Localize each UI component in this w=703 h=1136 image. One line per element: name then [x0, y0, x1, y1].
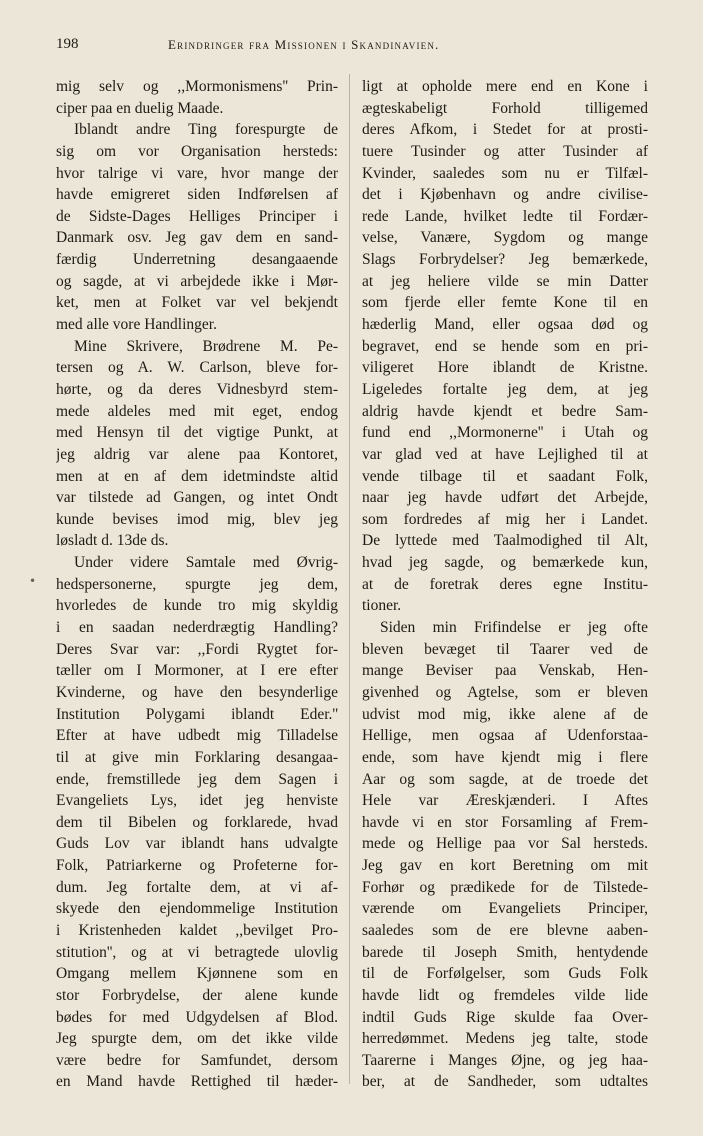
text-line: ber, at de Sandheder, som udtaltes	[362, 1073, 648, 1091]
text-line: herredømmet. Medens jeg talte, stode	[362, 1030, 648, 1048]
text-line: løsladt d. 13de ds.	[56, 532, 169, 550]
text-line: velse, Vanære, Sygdom og mange	[362, 229, 648, 247]
text-line: kunde bevises imod mig, blev jeg	[56, 510, 338, 528]
text-line: stor Forbrydelse, der alene kunde	[56, 986, 338, 1004]
text-line: Deres Svar var: ,,Fordi Rygtet for-	[56, 640, 338, 658]
text-line: mede aldeles med mit eget, endog	[56, 402, 338, 420]
text-line: værende om Evangeliets Principer,	[362, 900, 648, 918]
text-line: jeg aldrig var alene paa Kontoret,	[56, 445, 338, 463]
text-line: det i Kjøbenhavn og andre civilise-	[362, 186, 648, 204]
text-line: viligeret Hore iblandt de Kristne.	[362, 359, 648, 377]
text-line: Forhør og prædikede for de Tilstede-	[362, 878, 648, 896]
text-line: til de Forfølgelser, som Guds Folk	[362, 965, 648, 983]
text-line: Iblandt andre Ting forespurgte de	[74, 121, 338, 139]
text-line: vende tilbage til et saadant Folk,	[362, 467, 648, 485]
text-line: skyede den ejendommelige Institution	[56, 900, 338, 918]
text-line: sig om vor Organisation hersteds:	[56, 142, 338, 160]
text-line: med alle vore Handlinger.	[56, 316, 217, 334]
text-line: i en saadan nederdrægtig Handling?	[56, 619, 338, 637]
text-line: Hele var Æreskjænderi. I Aftes	[362, 792, 648, 810]
text-line: tersen og A. W. Carlson, bleve for-	[56, 359, 338, 377]
text-line: mig selv og ,,Mormonismens'' Prin-	[56, 78, 338, 95]
text-line: mange Beviser paa Venskab, Hen-	[362, 662, 648, 680]
text-line: dem til Bibelen og forklarede, hvad	[56, 813, 338, 831]
text-line: tæller om I Mormoner, at I ere efter	[56, 662, 338, 680]
text-line: aldrig havde kjendt et bedre Sam-	[362, 402, 648, 420]
running-title: Erindringer fra Missionen i Skandinavien.	[168, 37, 440, 52]
text-line: tioner.	[362, 597, 402, 615]
right-column	[362, 76, 648, 1093]
page-number: 198	[56, 36, 79, 52]
text-line: De lyttede med Taalmodighed til Alt,	[362, 532, 648, 550]
text-line: Hellige, men ogsaa af Udenforstaa-	[362, 727, 648, 745]
text-line: til at give min Forklaring desangaa-	[56, 748, 338, 766]
text-line: at de foretrak deres egne Institu-	[362, 575, 648, 593]
text-line: Efter at have udbedt mig Tilladelse	[56, 727, 338, 745]
text-line: var glad ved at have Lejlighed til at	[362, 445, 648, 463]
text-line: tuere Tusinder og atter Tusinder af	[362, 142, 648, 160]
text-line: ket, men at Folket var vel bekjendt	[56, 294, 338, 312]
text-line: givenhed og Agtelse, som er bleven	[362, 683, 648, 701]
text-line: og sagde, at vi arbejdede ikke i Mør-	[56, 272, 338, 290]
text-line: Kvinder, saaledes som nu er Tilfæl-	[362, 164, 648, 182]
text-line: fund end ,,Mormonerne'' i Utah og	[362, 424, 648, 442]
text-line: færdig Underretning desangaaende	[56, 251, 338, 269]
left-column	[56, 76, 338, 1093]
text-line: Under videre Samtale med Øvrig-	[74, 554, 338, 572]
text-line: ciper paa en duelig Maade.	[56, 99, 224, 117]
text-line: Mine Skrivere, Brødrene M. Pe-	[74, 337, 338, 355]
text-line: som fjerde eller femte Kone til en	[362, 294, 648, 312]
page-header	[56, 36, 656, 58]
text-line: at jeg heliere vilde se min Datter	[362, 272, 648, 290]
text-line: en Mand havde Rettighed til hæder-	[56, 1073, 338, 1091]
text-line: som fordredes af mig her i Landet.	[362, 510, 648, 528]
text-line: bødes for med Udgydelsen af Blod.	[56, 1008, 338, 1026]
text-line: stitution'', og at vi betragtede ulovlig	[56, 943, 338, 961]
text-line: havde vi en stor Forsamling af Frem-	[362, 813, 648, 831]
text-line: Omgang mellem Kjønnene som en	[56, 965, 338, 983]
text-line: Aar og som sagde, at de troede det	[362, 770, 648, 788]
column-divider	[349, 74, 350, 1084]
text-line: ende, fremstillede jeg dem Sagen i	[56, 770, 338, 788]
text-line: deres Afkom, i Stedet for at prosti-	[362, 121, 648, 139]
text-line: saaledes som de ere blevne aaben-	[362, 921, 648, 939]
text-line: rede Lande, hvilket ledte til Fordær-	[362, 207, 648, 225]
text-line: Jeg spurgte dem, om det ikke vilde	[56, 1030, 338, 1048]
text-line: de Sidste-Dages Helliges Principer i	[56, 207, 338, 225]
text-line: hvorledes de kunde tro mig skyldig	[56, 597, 338, 615]
text-line: Institution Polygami iblandt Eder.''	[56, 705, 338, 723]
text-line: havde lidt og fremdeles vilde lide	[362, 986, 648, 1004]
text-line: Ligeledes fortalte jeg dem, at jeg	[362, 380, 648, 398]
text-line: Siden min Frifindelse er jeg ofte	[380, 619, 648, 637]
text-line: barede til Joseph Smith, hentydende	[362, 943, 648, 961]
text-line: ende, som have kjendt mig i flere	[362, 748, 648, 766]
text-line: bleven bevæget til Taarer ved de	[362, 640, 648, 658]
text-line: mede og Hellige paa vor Sal hersteds.	[362, 835, 648, 853]
text-line: Taarerne i Manges Øjne, og jeg haa-	[362, 1051, 648, 1069]
text-line: naar jeg havde udført det Arbejde,	[362, 489, 648, 507]
text-line: Danmark osv. Jeg gav dem en sand-	[56, 229, 338, 247]
text-line: hedspersonerne, spurgte jeg dem,	[56, 575, 338, 593]
text-line: begravet, end se hende som en pri-	[362, 337, 648, 355]
margin-mark: •	[29, 574, 37, 588]
text-line: hæderlig Mand, eller ogsaa død og	[362, 316, 648, 334]
text-line: i Kristenheden kaldet ,,bevilget Pro-	[56, 921, 338, 939]
text-line: var tilstede ad Gangen, og intet Ondt	[56, 489, 338, 507]
text-line: udvist mod mig, ikke alene af de	[362, 705, 648, 723]
text-line: være bedre for Samfundet, dersom	[56, 1051, 338, 1069]
text-line: havde emigreret siden Indførelsen af	[56, 186, 338, 204]
text-line: Guds Lov var iblandt hans udvalgte	[56, 835, 338, 853]
text-line: Folk, Patriarkerne og Profeterne for-	[56, 857, 338, 875]
text-line: ægteskabeligt Forhold tilligemed	[362, 99, 648, 117]
text-line: Kvinderne, og have den besynderlige	[56, 683, 338, 701]
text-line: indtil Guds Rige skulde faa Over-	[362, 1008, 648, 1026]
text-line: Slags Forbrydelser? Jeg bemærkede,	[362, 251, 648, 269]
text-line: hørte, og da deres Vidnesbyrd stem-	[56, 380, 338, 398]
text-line: hvad jeg sagde, og bemærkede kun,	[362, 554, 648, 572]
text-line: Evangeliets Lys, idet jeg henviste	[56, 792, 338, 810]
text-line: hvor talrige vi vare, hvor mange der	[56, 164, 338, 182]
text-line: ligt at opholde mere end en Kone i	[362, 78, 648, 95]
text-line: men at en af dem idetmindste altid	[56, 467, 338, 485]
text-line: med Hensyn til det vigtige Punkt, at	[56, 424, 338, 442]
text-line: Jeg gav en kort Beretning om mit	[362, 857, 648, 875]
text-line: dum. Jeg fortalte dem, at vi af-	[56, 878, 338, 896]
